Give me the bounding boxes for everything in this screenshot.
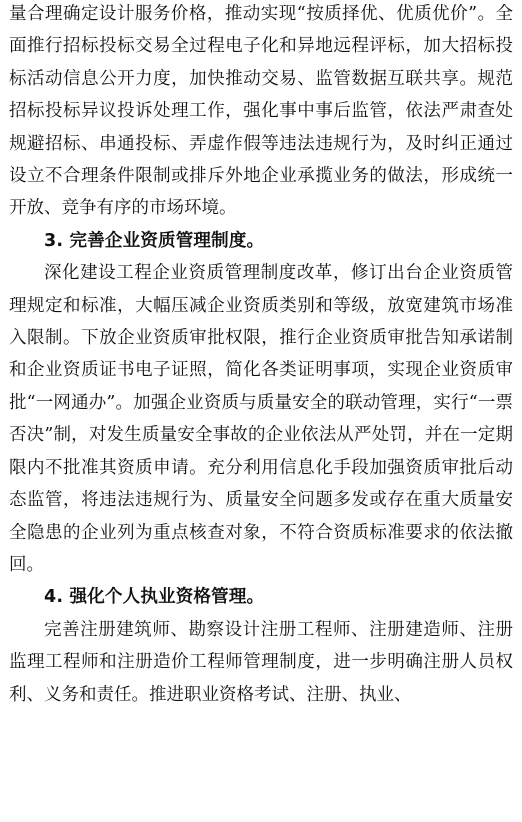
section-heading-enterprise-qualification: 3. 完善企业资质管理制度。: [44, 230, 265, 251]
paragraph-bidding-reform: 量合理确定设计服务价格，推动实现“按质择优、优质优价”。全面推行招标投标交易全过程电子化和异地远程评标，加大招标投标活动信息公开力度，加快推动交易、监管数据互联共享。规范招标投标异议投诉处理工作，强化事中事后监管，依法严肃查处规避招标、串通投标、弄虚作假等违法违规行为，及时纠正通过设立不合理条件限制或排斥外地企业承揽业务的做法，形成统一开放、竞争有序的市场环境。: [9, 4, 513, 219]
paragraph-personal-practice: 完善注册建筑师、勘察设计注册工程师、注册建造师、注册监理工程师和注册造价工程师管理制度，进一步明确注册人员权利、义务和责任。推进职业资格考试、注册、执业、: [9, 619, 513, 705]
paragraph-enterprise-qualification: 深化建设工程企业资质管理制度改革，修订出台企业资质管理规定和标准，大幅压减企业资质类别和等级，放宽建筑市场准入限制。下放企业资质审批权限，推行企业资质审批告知承诺制和企业资质证书电子证照，简化各类证明事项，实现企业资质审批“一网通办”。加强企业资质与质量安全的联动管理，实行“一票否决”制，对发生质量安全事故的企业依法从严处罚，并在一定期限内不批准其资质申请。充分利用信息化手段加强资质审批后动态监管，将违法违规行为、质量安全问题多发或存在重大质量安全隐患的企业列为重点核查对象，不符合资质标准要求的依法撤回。: [9, 263, 513, 575]
section-heading-personal-practice: 4. 强化个人执业资格管理。: [44, 587, 265, 608]
document-page: [9, 0, 513, 711]
